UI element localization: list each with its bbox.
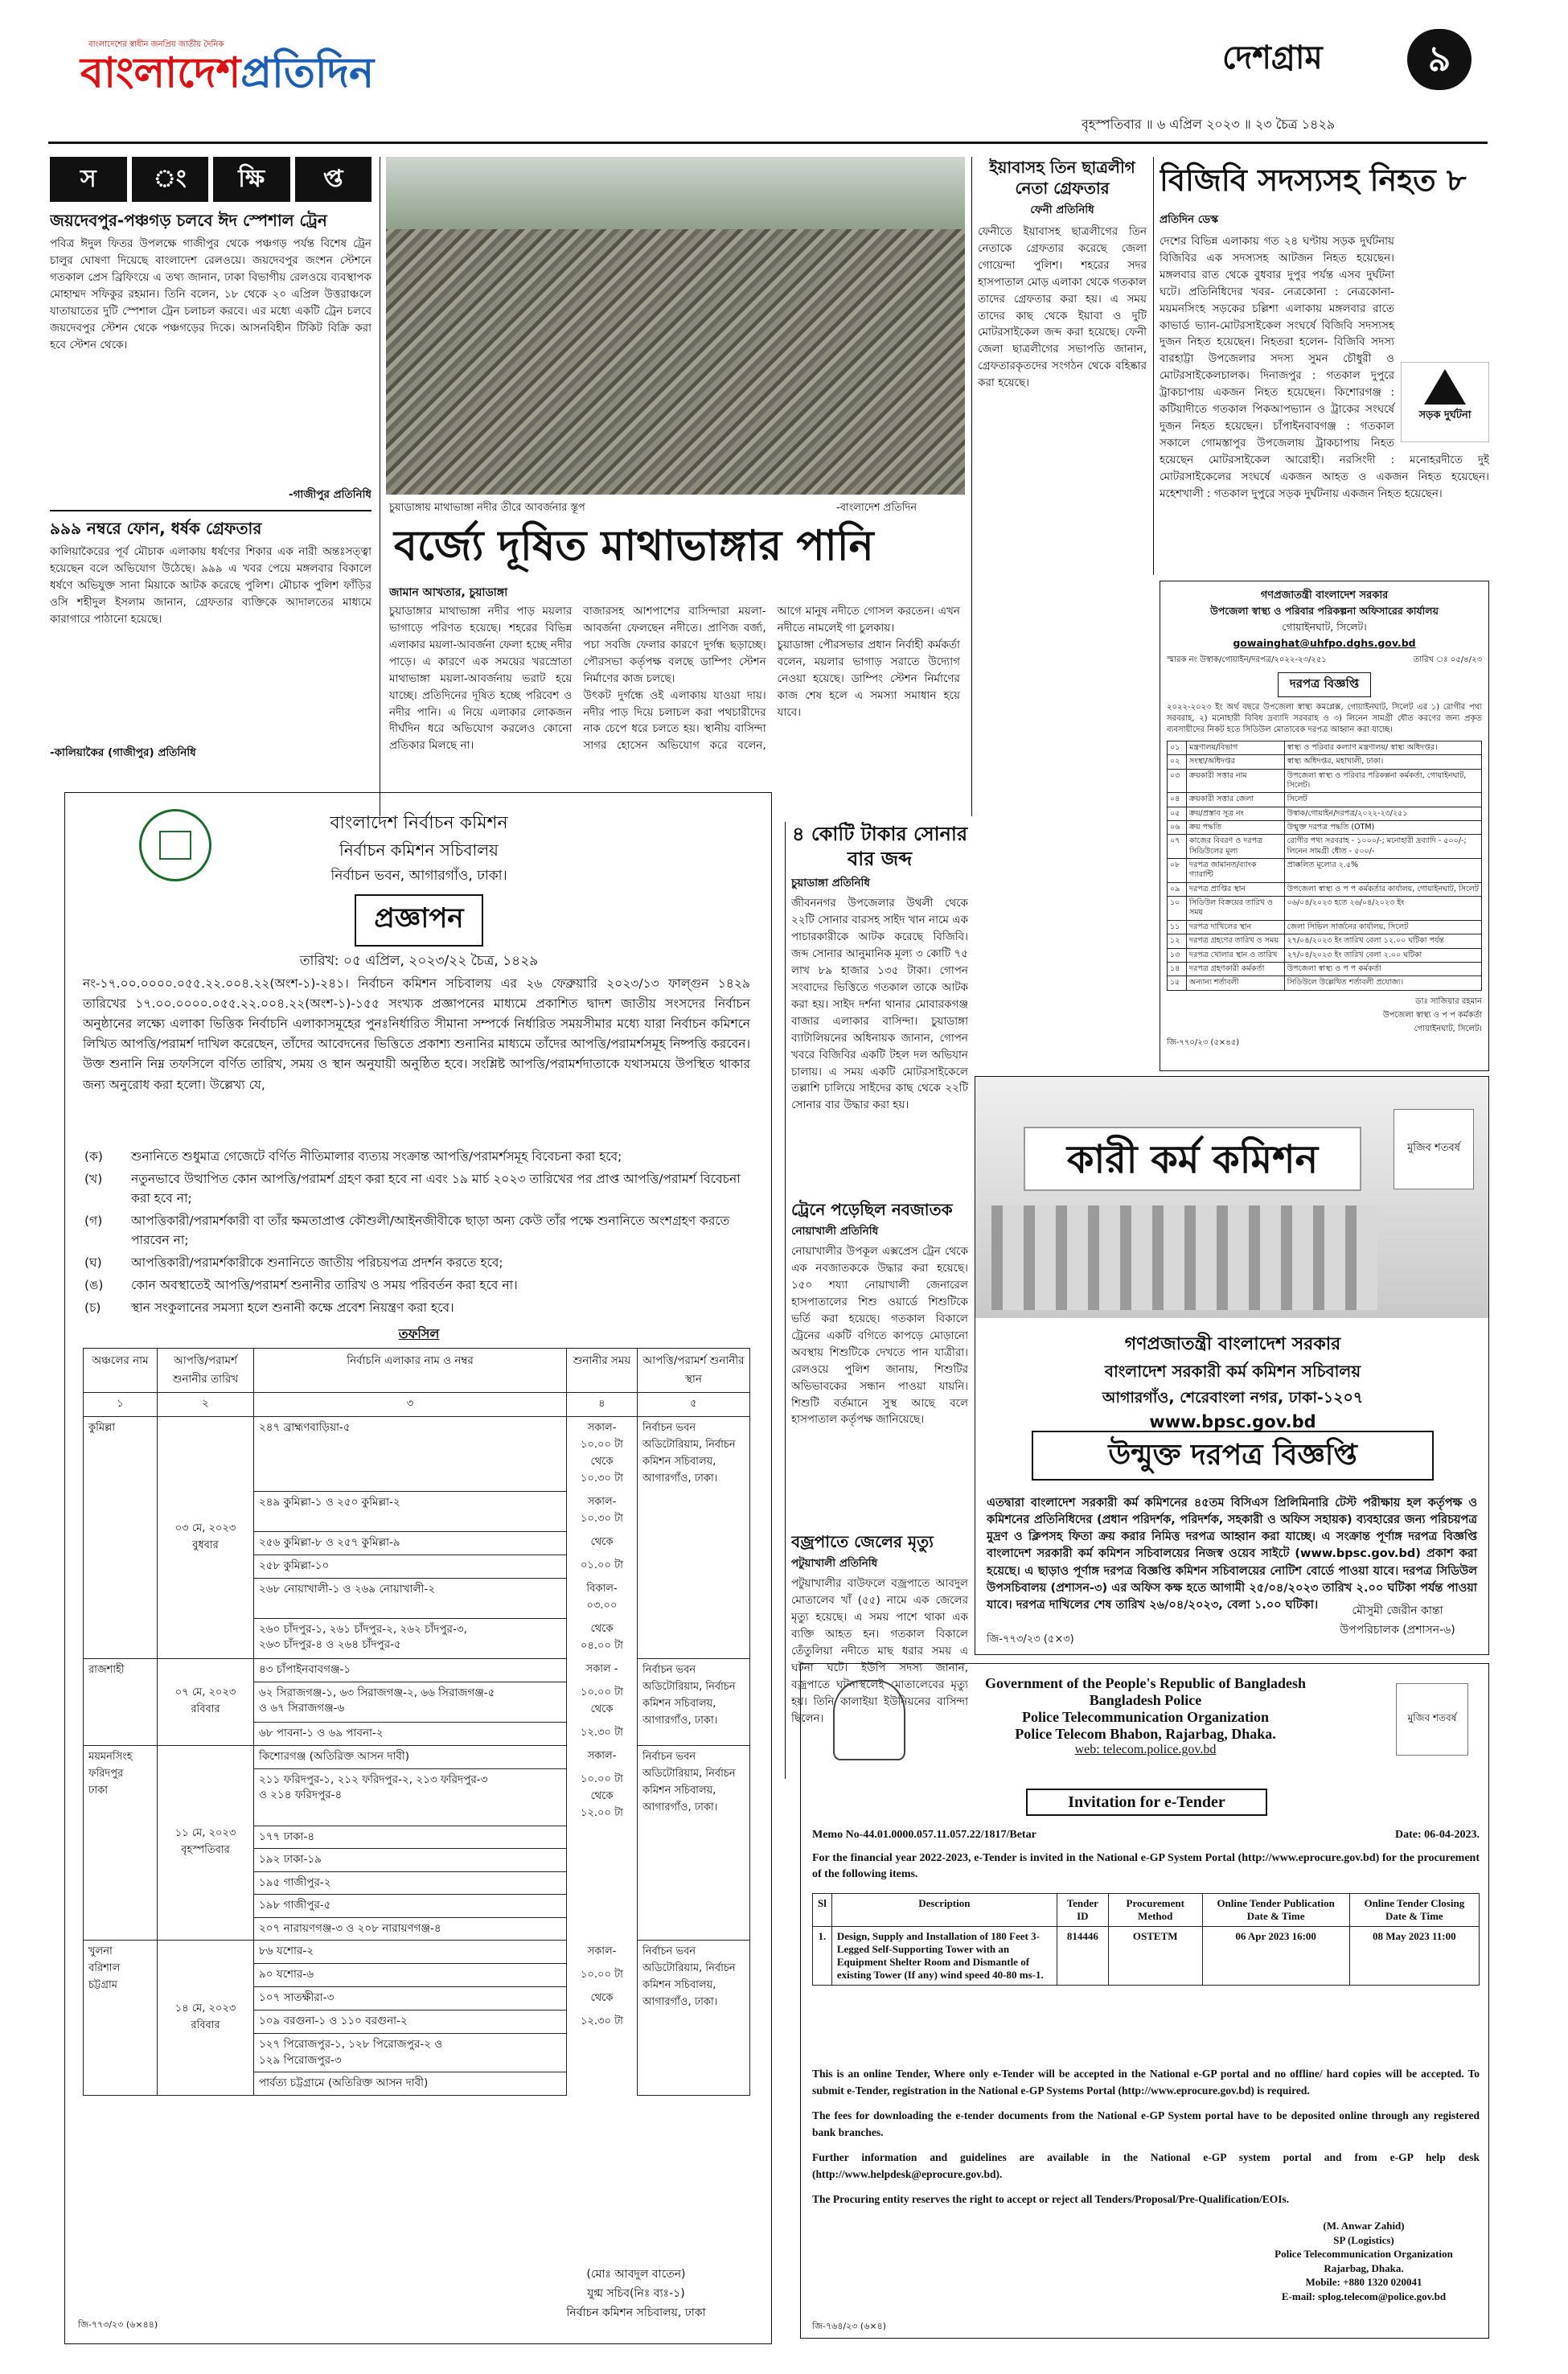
health-row-no: ০৪ <box>1168 793 1187 807</box>
ec-rule-text: কোন অবস্থাতেই আপত্তি/পরামর্শ শুনানীর তারিখ ও সময় পরিবর্তন করা হবে না। <box>131 1278 518 1293</box>
ec-rule-text: আপত্তিকারী/পরামর্শকারী বা তাঁর ক্ষমতাপ্রাপ্ত কৌশুলী/আইনজীবীকে ছাড়া অন্য কেউ তাঁর পক্ষে শুনানিতে অংশগ্রহণ করতে পারবেন না; <box>131 1214 730 1248</box>
ec-intro: নং-১৭.০০.০০০০.০৫৫.২২.০০৪.২২(অংশ-১)-২৪১। নির্বাচন কমিশন সচিবালয় এর ২৬ ফেব্রুয়ারি ২০২৩/১৩ ফাল্গুন ১৪২৯ তারিখের ১৭.০০.০০০০.০৫৫.২২.০০৪.২২(অংশ-১)-১৫৫ সংখ্যক প্রজ্ঞাপনের মাধ্যমে প্রকাশিত দ্বাদশ জাতীয় সংসদের নির্বাচন অনুষ্ঠানের লক্ষ্যে এলাকা ভিত্তিক নির্বাচনি এলাকাসমূহের পুনঃনির্ধারিত সীমানা সম্পর্কে নির্ধারিত সময়সীমার মধ্যে যারা নির্বাচন কমিশনে লিখিত আপত্তি/পরামর্শ দাখিল করেছেন, তাঁদের আবেদনের ভিত্তিতে প্রকাশ্য শুনানির মাধ্যমে তাঁদের আপত্তি/পরামর্শসমূহ নিষ্পত্তি করবেন। উক্ত শুনানি নিম্ন তফসিলে বর্ণিত তারিখ, সময় ও স্থান অনুযায়ী অনুষ্ঠিত হবে। সংশ্লিষ্ট আপত্তি/পরামর্শদাতাকে যথাসময়ে উপস্থিত থাকার জন্য অনুরোধ করা হলো। উল্লেখ্য যে, <box>83 976 750 1092</box>
police-code: জি-৭৬৪/২৩ (৬×৪) <box>812 2321 886 2331</box>
ec-time: থেকে <box>567 1531 638 1555</box>
train-byline: নোয়াখালী প্রতিনিধি <box>791 1225 879 1238</box>
ec-rule <box>84 1147 752 1166</box>
health-row-no: ০১ <box>1168 741 1187 755</box>
bpsc-address: আগারগাঁও, শেরেবাংলা নগর, ঢাকা-১২০৭ <box>1102 1389 1364 1407</box>
ec-time: ০১.০০ টা <box>567 1555 638 1578</box>
police-table-header: Tender ID <box>1057 1894 1108 1927</box>
lead-paragraph: চুয়াডাঙ্গার মাথাভাঙ্গা নদীর পাড় ময়লার ভাগাড়ে পরিণত হয়েছে। শহরের বিভিন্ন এলাকার ময়লা-আবর্জনা ফেলা হচ্ছে নদীর পাড়ে। এ কারণে এক সময়ের খরস্রোতা মাথাভাঙ্গা ময়লা-আবর্জনায় ভরাট হয়ে যাচ্ছে। প্রতিদিনের দূষিত হচ্ছে পরিবেশ ও নদীর পানি। এ নিয়ে এলাকার লোকজন দীর্ঘদিন ধরে অভিযোগ করলেও কোনো প্রতিকার মিলছে না। <box>389 605 573 753</box>
health-row-label: দরপত্র খোলার স্থান ও তারিখ <box>1187 948 1285 962</box>
gold-body: জীবননগর উপজেলার উথলী থেকে ২২টি সোনার বারসহ সাইদ খান নামে এক পাচারকারীকে আটক করেছে বিজিবি। জব্দ সোনার আনুমানিক মূল্য ৩ কোটি ৭৫ লাখ ৮৯ হাজার ১৩৫ টাকা। গোপন সংবাদের ভিত্তিতে গতকাল তাকে আটক করা হয়। সাইদ দর্শনা থানার মোবারকগঞ্জ বাজার এলাকার বাসিন্দা। চুয়াডাঙ্গা ব্যাটালিয়নের অধিনায়ক জানান, গোপন খবরে বিজিবির একটি টহল দল অভিযান চালায়। এ সময় একটি মোটরসাইকেলে তল্লাশি চালিয়ে সাইদের কাছ থেকে ২২টি সোনার বার উদ্ধার করা হয়। <box>791 897 968 1112</box>
police-org: Bangladesh Police <box>1089 1692 1202 1708</box>
brief-banner-letter: প্ত <box>295 157 372 202</box>
health-row-no: ১৩ <box>1168 948 1187 962</box>
train-body: নোয়াখালীর উপকূল এক্সপ্রেস ট্রেন থেকে এক নবজাতককে উদ্ধার করা হয়েছে। ১৫০ শয্যা নোয়াখালী জেনারেল হাসপাতালের শিশু ওয়ার্ডে শিশুটিকে ভর্তি করা হয়েছে। গতকাল বিকালে ট্রেনের একটি বগিতে কাপড়ে মোড়ানো অবস্থায় শিশুটিকে দেখতে পান যাত্রীরা। রেলওয়ে পুলিশ জানায়, শিশুটির অভিভাবকের সন্ধান পাওয়া যায়নি। শিশুটি বর্তমানে সুস্থ আছে বলে হাসপাতাল কর্তৃপক্ষ জানিয়েছে। <box>791 1245 968 1427</box>
health-org: গণপ্রজাতন্ত্রী বাংলাদেশ সরকার <box>1260 589 1389 602</box>
brief-divider <box>50 510 371 511</box>
ec-schedule-table <box>83 1348 750 2096</box>
bpsc-building-photo <box>975 1077 1489 1318</box>
ec-time: থেকে ০৪.০০ টা <box>567 1618 638 1658</box>
ec-table-colnum: ৪ <box>567 1393 638 1417</box>
health-row-value: ০৬/০৪/২০২৩ হতে ২৬/০৪/২০২৩ ইং <box>1284 897 1481 921</box>
ec-area: ৯০ যশোর-৬ <box>254 1964 567 1987</box>
health-row-value: প্রাক্কলিত মূল্যের ২.৫% <box>1284 859 1481 883</box>
chhatra-title: ইয়াবাসহ তিন ছাত্রলীগ নেতা গ্রেফতার <box>989 158 1135 198</box>
health-code: জি-৭৭০/২৩ (৫×৪৫) <box>1167 1037 1240 1047</box>
brief-banner <box>50 157 371 202</box>
table-row <box>1168 882 1482 896</box>
health-row-label: অন্যান্য শর্তাবলী <box>1187 976 1285 990</box>
police-table-cell: OSTETM <box>1108 1927 1202 1986</box>
lightning-title: বজ্রপাতে জেলের মৃত্যু <box>791 1532 934 1552</box>
table-row <box>84 1658 750 1682</box>
health-row-value: উপজেলা স্বাস্থ্য ও প প কর্মকর্তার কার্যালয়, গোয়াইনঘাট, সিলেট <box>1284 882 1481 896</box>
bgb-story <box>1160 157 1489 575</box>
table-row <box>84 1941 750 1964</box>
health-row-no: ০৩ <box>1168 769 1187 793</box>
ec-table-colnum: ১ <box>84 1393 158 1417</box>
health-row-label: কাজের বিবরণ ও দরপত্র সিডিউলের মূল্য <box>1187 835 1285 859</box>
health-row-label: দরপত্র প্রাপ্তির স্থান <box>1187 882 1285 896</box>
gold-title: ৪ কোটি টাকার সোনার বার জব্দ <box>791 823 968 871</box>
mujib-badge: মুজিব শতবর্ষ <box>1396 1683 1468 1756</box>
ec-date: ১১ মে, ২০২৩ বৃহস্পতিবার <box>158 1745 254 1941</box>
ec-table-colnum: ৫ <box>638 1393 750 1417</box>
police-para: Further information and guidelines are available in the National e-GP system portal and from e-GP help desk (http://www.helpdesk@eprocure.gov.bd). <box>812 2150 1480 2180</box>
photo-caption: চুয়াডাঙ্গায় মাথাভাঙ্গা নদীর তীরে আবর্জনার স্তূপ <box>389 502 585 514</box>
brief-item1-title: জয়দেবপুর-পঞ্চগড় চলবে ঈদ স্পেশাল ট্রেন <box>50 211 327 230</box>
brief-banner-letter: ক্ষি <box>213 157 290 202</box>
ec-time <box>567 1849 638 1872</box>
ec-table-colnum: ২ <box>158 1393 254 1417</box>
ec-date: তারিখ: ০৫ এপ্রিল, ২০২৩/২২ চৈত্র, ১৪২৯ <box>299 953 539 969</box>
masthead-logo <box>80 32 434 109</box>
ec-table-header: আপত্তি/পরামর্শ শুনানীর স্থান <box>638 1349 750 1393</box>
ec-area: পার্বত্য চট্টগ্রামে (অতিরিক্ত আসন দাবী) <box>254 2072 567 2096</box>
ec-time: সকাল- ১০.৩০ টা <box>567 1491 638 1531</box>
ec-area: কিশোরগঞ্জ (অতিরিক্ত আসন দাবী) <box>254 1745 567 1768</box>
bgb-title: বিজিবি সদস্যসহ নিহত ৮ <box>1160 162 1467 198</box>
police-table-cell: 814446 <box>1057 1927 1108 1986</box>
mujib-badge: মুজিব শতবর্ষ <box>1394 1109 1474 1189</box>
health-row-value: স্বাস্থ্য অধিদপ্তর, মহাখালী, ঢাকা। <box>1284 755 1481 769</box>
health-location: গোয়াইনঘাট, সিলেট। <box>1282 621 1367 633</box>
table-row <box>1168 976 1482 990</box>
logo-part-b: প্রতিদিন <box>240 49 375 97</box>
ec-area: ৪৩ চাঁপাইনবাবগঞ্জ-১ <box>254 1658 567 1682</box>
bpsc-body: এতদ্বারা বাংলাদেশ সরকারী কর্ম কমিশনের ৪৫তম বিসিএস প্রিলিমিনারি টেস্ট পরীক্ষায় হল কর্তৃপক্ষ ও কমিশনের প্রতিনিধিদের (প্রধান পরিদর্শক, পরিদর্শক, সহকারী ও অফিস সহায়ক) ব্যবহারের জন্য পরিচয়পত্র মুদ্রণ ও ক্লিপসহ ফিতা ক্রয় করার নিমিত্ত দরপত্র আহ্বান করা যাচ্ছে। এ সংক্রান্ত পূর্ণাঙ্গ দরপত্র বিজ্ঞপ্তি বাংলাদেশ সরকারী কর্ম কমিশন সচিবালয়ের নিজস্ব ওয়েব সাইটে (www.bpsc.gov.bd) প্রকাশ করা হয়েছে। এ ছাড়াও পূর্ণাঙ্গ দরপত্র বিজ্ঞপ্তি কমিশন সচিবালয়ের নোটিশ বোর্ডে পাওয়া যাবে। দরপত্র সিডিউল উপসচিবালয় (প্রশাসন-৩) এর অফিস কক্ষ হতে আগামী ২৫/০৪/২০২৩ তারিখ ২.০০ ঘটিকা পর্যন্ত পাওয়া যাবে। দরপত্র দাখিলের শেষ তারিখ ২৬/০৪/২০২৩, বেলা ১.০০ ঘটিকা। <box>987 1497 1477 1612</box>
ec-area: ২১১ ফরিদপুর-১, ২১২ ফরিদপুর-২, ২১৩ ফরিদপুর-৩ ও ২১৪ ফরিদপুর-৪ <box>254 1768 567 1826</box>
ec-rule-text: আপত্তিকারী/পরামর্শকারীকে শুনানিতে জাতীয় পরিচয়পত্র প্রদর্শন করতে হবে; <box>131 1255 503 1271</box>
ec-time <box>567 2034 638 2072</box>
health-row-label: ক্রয় পদ্ধতি <box>1187 821 1285 835</box>
brief-item2-body: কালিয়াকৈরের পূর্ব মৌচাক এলাকায় ধর্ষণের শিকার এক নারী অন্তঃসত্ত্বা হয়েছেন বলে অভিযোগ উঠেছে। ৯৯৯ এ খবর পেয়ে মঙ্গলবার বিকালে ধর্ষণে অভিযুক্ত সানা মিয়াকে আটক করেছে পুলিশ। মৌচাক পুলিশ ফাঁড়ির ওসি শহীদুল ইসলাম জানান, গ্রেফতার ব্যক্তিকে আদালতের মাধ্যমে কারাগারে পাঠানো হয়েছে। <box>50 544 371 626</box>
health-office: উপজেলা স্বাস্থ্য ও পরিবার পরিকল্পনা অফিসারের কার্যালয় <box>1210 605 1439 617</box>
ec-rule-text: শুনানিতে শুধুমাত্র গেজেটে বর্ণিত নীতিমালার ব্যত্যয় সংক্রান্ত আপত্তি/পরামর্শসমূহ বিবেচনা করা হবে; <box>131 1149 622 1164</box>
column-rule <box>971 157 972 816</box>
ec-table-header: আপত্তি/পরামর্শ শুনানীর তারিখ <box>158 1349 254 1393</box>
ec-title: প্রজ্ঞাপন <box>355 894 482 947</box>
police-table-header: Sl <box>813 1894 832 1927</box>
ec-date: ১৪ মে, ২০২৩ রবিবার <box>158 1941 254 2096</box>
police-date: Date: 06-04-2023. <box>1395 1829 1480 1841</box>
brief-item2-byline: -কালিয়াকৈর (গাজীপুর) প্রতিনিধি <box>50 745 196 759</box>
table-row <box>1168 962 1482 975</box>
ec-zone: ময়মনসিংহ ফরিদপুর ঢাকা <box>84 1745 158 1941</box>
ec-place: নির্বাচন ভবন অডিটোরিয়াম, নির্বাচন কমিশন সচিবালয়, আগারগাঁও, ঢাকা। <box>638 1745 750 1941</box>
police-tender-table <box>812 1893 1480 1986</box>
police-para: The Procuring entity reserves the right to accept or reject all Tenders/Proposal/Pre-Qualification/EOIs. <box>812 2192 1290 2205</box>
lead-byline: জামান আখতার, চুয়াডাঙ্গা <box>389 586 508 599</box>
police-gov: Government of the People's Republic of Bangladesh <box>985 1675 1306 1691</box>
health-row-no: ১২ <box>1168 934 1187 948</box>
section-name: দেশগ্রাম <box>1222 39 1323 76</box>
table-row <box>84 1745 750 1768</box>
ec-rule-text: স্থান সংকুলানের সমস্যা হলে শুনানী কক্ষে প্রবেশ নিয়ন্ত্রণ করা হবে। <box>131 1300 454 1316</box>
ec-area: ১০৭ সাতক্ষীরা-৩ <box>254 1987 567 2011</box>
ec-time <box>567 1871 638 1895</box>
ec-area: ২৫৬ কুমিল্লা-৮ ও ২৫৭ কুমিল্লা-৯ <box>254 1531 567 1555</box>
health-row-value: ২৭/০৪/২০২৩ ইং তারিখ বেলা ২.০০ ঘটিকা <box>1284 948 1481 962</box>
ec-rule-key: (খ) <box>84 1172 103 1187</box>
health-row-label: দরপত্র জামানত/ব্যাংক গ্যারান্টি <box>1187 859 1285 883</box>
ec-area: ২৬০ চাঁদপুর-১, ২৬১ চাঁদপুর-২, ২৬২ চাঁদপুর-৩, ২৬৩ চাঁদপুর-৪ ও ২৬৪ চাঁদপুর-৫ <box>254 1618 567 1658</box>
brief-item1-body: পবিত্র ঈদুল ফিতর উপলক্ষে গাজীপুর থেকে পঞ্চগড় পর্যন্ত বিশেষ ট্রেন চালুর ঘোষণা দিয়েছে বাংলাদেশ রেলওয়ে। জয়দেবপুর জংশন স্টেশনে গতকাল প্রেস ব্রিফিংয়ে এ তথ্য জানান, ঢাকা বিভাগীয় রেলওয়ে ব্যবস্থাপক মোহাম্মদ সফিকুর রহমান। তিনি বলেন, ১৮ থেকে ২০ এপ্রিল উত্তরাঞ্চলে যাতায়াতের দুটি স্পেশাল ট্রেন চলাচল করবে। এর মধ্যে একটি ট্রেন চলবে জয়দেবপুর স্টেশন থেকে পঞ্চগড়ের দিকে। আসনবিহীন টিকিট বিক্রি করা হবে স্টেশন থেকে। <box>50 237 371 351</box>
lead-paragraph: উৎকট দুর্গন্ধে ওই এলাকায় যাওয়া দায়। নদীর পাড় দিয়ে চলাচল করা পথচারীদের নাক চেপে ধরে চলতে হয়। স্থানীয় বাসিন্দা সাগর হোসেন অভিযোগ করে বলেন, আগে মানুষ নদীতে গোসল করতেন। এখন নদীতে নামলেই গা চুলকায়। <box>583 605 960 753</box>
ec-time: সকাল- <box>567 1941 638 1964</box>
ec-time: বিকাল- ০৩.০০ <box>567 1578 638 1618</box>
ec-area: ২৬৮ নোয়াখালী-১ ও ২৬৯ নোয়াখালী-২ <box>254 1578 567 1618</box>
ec-rule-key: (ঘ) <box>84 1255 102 1271</box>
health-row-no: ০৯ <box>1168 882 1187 896</box>
ec-secretariat: নির্বাচন কমিশন সচিবালয় <box>339 840 499 860</box>
ec-area: ২৪৭ ব্রাহ্মণবাড়িয়া-৫ <box>254 1417 567 1492</box>
health-row-value: ২৭/০৪/২০২৩ ইং তারিখ বেলা ১২.০০ ঘটিকা পর্যন্ত <box>1284 934 1481 948</box>
lightning-byline: পটুয়াখালী প্রতিনিধি <box>791 1557 878 1571</box>
police-address: Police Telecom Bhabon, Rajarbag, Dhaka. <box>1015 1726 1276 1742</box>
section-header <box>1222 32 1488 88</box>
police-table-header: Online Tender Closing Date & Time <box>1349 1894 1479 1927</box>
road-accident-sign <box>1401 362 1489 442</box>
health-row-label: ক্রয়কারী সত্তার জেলা <box>1187 793 1285 807</box>
table-row <box>1168 769 1482 793</box>
health-row-label: সিডিউল বিক্রয়ের তারিখ ও সময় <box>1187 897 1285 921</box>
ec-table-colnum: ৩ <box>254 1393 567 1417</box>
brief-banner-letter: ং <box>132 157 209 202</box>
health-row-label: দরপত্র গ্রহণের তারিখ ও সময় <box>1187 934 1285 948</box>
ec-schedule-title: তফসিল <box>398 1326 440 1341</box>
health-intro: ২০২২-২০২৩ ইং অর্থ বছরে উপজেলা স্বাস্থ্য কমপ্লেক্স, গোয়াইনঘাট, সিলেট এর ১) রোগীর পথ্য সরবরাহ, ২) মনোহারী বিবিধ দ্রব্যাদি সরবরাহ ও ৩) লিনেন সামগ্রী ধৌত করণের জন্য প্রকৃত ব্যবসায়ীদের নিকট হতে সিডিউল মোতাবেক দরপত্র আহ্বান করা যাচ্ছে। <box>1167 703 1482 734</box>
ec-zone: কুমিল্লা <box>84 1417 158 1659</box>
lead-headline: বর্জ্যে দূষিত মাথাভাঙ্গার পানি <box>394 522 874 570</box>
health-title: দরপত্র বিজ্ঞপ্তি <box>1278 672 1371 697</box>
ec-table-header: নির্বাচনি এলাকার নাম ও নম্বর <box>254 1349 567 1393</box>
police-table-cell: 08 May 2023 11:00 <box>1349 1927 1479 1986</box>
ec-area: ১৭৭ ঢাকা-৪ <box>254 1826 567 1849</box>
ec-area: ২৪৯ কুমিল্লা-১ ও ২৫০ কুমিল্লা-২ <box>254 1491 567 1531</box>
ec-time: সকাল- ১০.০০ টা থেকে ১০.৩০ টা <box>567 1417 638 1492</box>
table-row <box>1168 793 1482 807</box>
column-rule <box>1153 157 1154 575</box>
health-row-no: ০৬ <box>1168 821 1187 835</box>
ec-area: ১৯২ ঢাকা-১৯ <box>254 1849 567 1872</box>
health-row-label: দরপত্র দাখিলের স্থান <box>1187 920 1285 934</box>
ec-rule <box>84 1298 752 1317</box>
ec-time <box>567 1895 638 1918</box>
police-signature: (M. Anwar Zahid) SP (Logistics) Police Telecommunication Organization Rajarbag, Dhaka. Mobile: +880 1320 020041 E-mail: splog.telecom@police.gov.bd <box>1275 2220 1453 2302</box>
ec-place: নির্বাচন ভবন অডিটোরিয়াম, নির্বাচন কমিশন সচিবালয়, আগারগাঁও, ঢাকা। <box>638 1658 750 1745</box>
masthead-tagline: বাংলাদেশের স্বাধীন জনপ্রিয় জাতীয় দৈনিক <box>88 40 224 49</box>
lead-paragraph: বাজারসহ আশপাশের বাসিন্দারা ময়লা-আবর্জনা ফেলছেন নদীতে। প্রাণিজ বর্জ্য, পচা সবজি ফেলার কারণে দুর্গন্ধ ছড়াচ্ছে। পৌরসভা কর্তৃপক্ষ বলছে ডাম্পিং স্টেশন নির্মাণের কাজ চলছে। <box>583 605 766 685</box>
ec-rule <box>84 1211 752 1250</box>
ec-date: ০৩ মে, ২০২৩ বুধবার <box>158 1417 254 1659</box>
garbage-riverbank-photo <box>386 157 965 495</box>
bgb-byline: প্রতিদিন ডেস্ক <box>1160 213 1218 226</box>
police-title: Invitation for e-Tender <box>1026 1789 1267 1816</box>
ec-zone: খুলনা বরিশাল চট্টগ্রাম <box>84 1941 158 2096</box>
health-row-value: সিডিউলে উল্লেখিত শর্তাবলী প্রযোজ্য। <box>1284 976 1481 990</box>
health-row-no: ১৪ <box>1168 962 1187 975</box>
table-row <box>84 1417 750 1492</box>
health-signature: ডাঃ সাজিয়ার রহমান উপজেলা স্বাস্থ্য ও প প কর্মকর্তা গোয়াইনঘাট, সিলেট। <box>1382 996 1482 1033</box>
police-para: The fees for downloading the e-tender documents from the National e-GP System portal have to be deposited online through any registered bank branches. <box>812 2109 1480 2138</box>
health-row-no: ০২ <box>1168 755 1187 769</box>
ec-code: জি-৭৭৩/২৩ (৬×৪৪) <box>78 2319 158 2330</box>
brief-banner-letter: স <box>50 157 127 202</box>
table-row <box>1168 859 1482 883</box>
ec-place: নির্বাচন ভবন অডিটোরিয়াম, নির্বাচন কমিশন সচিবালয়, আগারগাঁও, ঢাকা। <box>638 1417 750 1659</box>
ec-rule <box>84 1169 752 1208</box>
health-row-label: মন্ত্রণালয়/বিভাগ <box>1187 741 1285 755</box>
health-table <box>1167 741 1482 991</box>
health-row-value: সিলেট <box>1284 793 1481 807</box>
ec-place: নির্বাচন ভবন অডিটোরিয়াম, নির্বাচন কমিশন সচিবালয়, আগারগাঁও, ঢাকা। <box>638 1941 750 2096</box>
ec-rules <box>84 1147 752 1320</box>
table-row <box>1168 897 1482 921</box>
health-date: তারিখ ঃ ০৫/৪/২৩ <box>1413 655 1482 664</box>
health-row-no: ১৫ <box>1168 976 1187 990</box>
ec-time: থেকে <box>567 1987 638 2011</box>
health-row-value: স্বাস্থ্য ও পরিবার কল্যাণ মন্ত্রণালয়/ স্বাস্থ্য অধিদপ্তর। <box>1284 741 1481 755</box>
ec-zone: রাজশাহী <box>84 1658 158 1745</box>
health-email: gowainghat@uhfpo.dghs.gov.bd <box>1233 637 1416 649</box>
table-row <box>1168 920 1482 934</box>
page-number: ৯ <box>1407 29 1472 90</box>
police-table-cell: 06 Apr 2023 16:00 <box>1202 1927 1349 1986</box>
bpsc-sign-text: কারী কর্ম কমিশন <box>1024 1127 1361 1191</box>
bgb-body: দেশের বিভিন্ন এলাকায় গত ২৪ ঘণ্টায় সড়ক দুর্ঘটনায় বিজিবির এক সদস্যসহ আটজন নিহত হয়েছেন। মঙ্গলবার রাত থেকে বুধবার দুপুর পর্যন্ত এসব দুর্ঘটনা ঘটে। প্রতিনিধিদের খবর- নেত্রকোনা : নেত্রকোনা-ময়মনসিংহ সড়কের চল্লিশা এলাকায় মঙ্গলবার রাতে কাভার্ড ভ্যান-মোটরসাইকেল সংঘর্ষে বিজিবি সদস্যসহ দুজন নিহত হয়েছেন। নিহতরা হলেন- বিজিবি সদস্য বারহাট্টা উপজেলার সদস্য সুমন চৌধুরী ও মোটরসাইকেলচালক। দিনাজপুর : গতকাল দুপুরে ট্রাকচাপায় একজন নিহত হয়েছেন। কিশোরগঞ্জ : কটিয়াদীতে গতকাল পিকআপভ্যান ও ট্রাকের সংঘর্ষে দুজন নিহত হয়েছেন। চাঁপাইনবাবগঞ্জ : গতকাল সকালে গোমস্তাপুর উপজেলায় ট্রাকচাপায় নিহত হয়েছেন মোটরসাইকেল আরোহী। নরসিংদী : মনোহরদীতে দুই মোটরসাইকেলের সংঘর্ষে একজন আহত ও একজন নিহত হয়েছেন। মহেশখালী : গতকাল দুপুরে সড়ক দুর্ঘটনায় একজন নিহত হয়েছেন। <box>1160 234 1489 500</box>
photo-credit: -বাংলাদেশ প্রতিদিন <box>836 502 917 514</box>
health-row-value: উস্বাক/গোয়াইন/দরপত্র/২০২২-২৩/২৫১ <box>1284 807 1481 820</box>
ec-rule-key: (ক) <box>84 1149 103 1164</box>
ec-time: ১২.৩০ টা <box>567 2011 638 2034</box>
ec-rule <box>84 1253 752 1272</box>
police-table-header: Procurement Method <box>1108 1894 1202 1927</box>
ec-address: নির্বাচন ভবন, আগারগাঁও, ঢাকা। <box>330 868 507 884</box>
chhatra-body: ফেনীতে ইয়াবাসহ ছাত্রলীগের তিন নেতাকে গ্রেফতার করেছে জেলা গোয়েন্দা পুলিশ। শহরের সদর হাসপাতাল মোড় এলাকা থেকে গতকাল তাদের গ্রেফতার করা হয়। এ সময় তাদের কাছ থেকে ইয়াবা ও দুটি মোটরসাইকেল জব্দ করা হয়েছে। ফেনী জেলা ছাত্রলীগের সভাপতি জানান, গ্রেফতারকৃতদের সংগঠন থেকে বহিষ্কার করা হয়েছে। <box>978 224 1147 390</box>
table-row <box>1168 948 1482 962</box>
police-table-cell: 1. <box>813 1927 832 1986</box>
health-row-label: ক্রয়/প্রস্তাব সূত্র নং <box>1187 807 1285 820</box>
police-table-header: Online Tender Publication Date & Time <box>1202 1894 1349 1927</box>
ec-rule-text: নতুনভাবে উত্থাপিত কোন আপত্তি/পরামর্শ গ্রহণ করা হবে না এবং ১৯ মার্চ ২০২৩ তারিখের পর প্রাপ্ত আপত্তি/পরামর্শ বিবেচনা করা হবে না; <box>131 1172 741 1206</box>
issue-date: বৃহস্পতিবার ॥ ৬ এপ্রিল ২০২৩ ॥ ২৩ চৈত্র ১৪২৯ <box>1082 117 1336 132</box>
ec-time <box>567 1826 638 1849</box>
police-table-cell: Design, Supply and Installation of 180 Feet 3-Legged Self-Supporting Tower with an Equipment Shelter Room and Dismantle of existing Tower (If any) wind speed 40-80 ms-1. <box>831 1927 1057 1986</box>
bpsc-gov: গণপ্রজাতন্ত্রী বাংলাদেশ সরকার <box>1124 1334 1341 1354</box>
health-row-no: ০৫ <box>1168 807 1187 820</box>
bpsc-signature: মৌসুমী জেরীন কান্তা উপপরিচালক (প্রশাসন-৬) <box>1340 1604 1455 1637</box>
ec-date: ০৭ মে, ২০২৩ রবিবার <box>158 1658 254 1745</box>
health-row-no: ১০ <box>1168 897 1187 921</box>
ec-org: বাংলাদেশ নির্বাচন কমিশন <box>330 813 508 833</box>
table-row <box>1168 835 1482 859</box>
health-row-label: সংস্থা/অধিদপ্তর <box>1187 755 1285 769</box>
ec-time: ১২.৩০ টা <box>567 1722 638 1745</box>
lead-body <box>389 603 960 820</box>
police-table-header: Description <box>831 1894 1057 1927</box>
police-unit: Police Telecommunication Organization <box>1022 1709 1269 1725</box>
bpsc-code: জি-৭৭৩/২৩ (৫×৩) <box>987 1633 1074 1645</box>
masthead-rule <box>48 142 1488 144</box>
photo-sky <box>386 157 965 229</box>
police-para: This is an online Tender, Where only e-Tender will be accepted in the National e-GP portal and no offline/ hard copies will be accepted. To submit e-Tender, registration in the National e-GP Systems Portal (http://www.eprocure.gov.bd) is required. <box>812 2068 1480 2097</box>
column-rule <box>785 822 786 1779</box>
bpsc-tender-ad <box>975 1076 1489 1655</box>
ec-area: ৮৬ যশোর-২ <box>254 1941 567 1964</box>
ec-time: সকাল- <box>567 1745 638 1768</box>
brief-item2-title: ৯৯৯ নম্বরে ফোন, ধর্ষক গ্রেফতার <box>50 518 262 538</box>
ec-area: ২০৭ নারায়ণগঞ্জ-৩ ও ২০৮ নারায়ণগঞ্জ-৪ <box>254 1917 567 1941</box>
ec-time: সকাল - <box>567 1658 638 1682</box>
ec-rule <box>84 1275 752 1295</box>
table-row <box>1168 807 1482 820</box>
chhatra-story <box>978 157 1147 820</box>
election-commission-notice <box>64 792 772 2344</box>
road-accident-label: সড়ক দুর্ঘটনা <box>1418 409 1472 421</box>
lightning-body: পটুয়াখালীর বাউফলে বজ্রপাতে আবদুল মোতালেব খাঁ (৫৫) নামে এক জেলের মৃত্যু হয়েছে। এ সময় পাশে থাকা এক ব্যক্তি আহত হন। গতকাল বিকালে তেঁতুলিয়া নদীতে মাছ ধরার সময় এ ঘটনা ঘটে। ইউপি সদস্য জানান, বজ্রপাতে ঘটনাস্থলেই মোতালেবের মৃত্যু হয়। তিনি কালাইয়া ইউনিয়নের বাসিন্দা ছিলেন। <box>791 1577 968 1725</box>
chhatra-byline: ফেনী প্রতিনিধি <box>1030 203 1094 216</box>
ec-time: ১০.০০ টা <box>567 1964 638 1987</box>
ec-area: ১৯৫ গাজীপুর-২ <box>254 1871 567 1895</box>
ec-time: ১০.০০ টা থেকে ১২.০০ টা <box>567 1768 638 1826</box>
ec-area: ১০৯ বরগুনা-১ ও ১১০ বরগুনা-২ <box>254 2011 567 2034</box>
health-tender-ad <box>1160 581 1489 1071</box>
police-intro: For the financial year 2022-2023, e-Tender is invited in the National e-GP System Portal (http://www.eprocure.gov.bd) for the procurement of the following items. <box>812 1852 1480 1880</box>
ec-rule-key: (চ) <box>84 1300 101 1316</box>
health-row-label: ক্রয়কারী সত্তার নাম <box>1187 769 1285 793</box>
brief-item1-byline: -গাজীপুর প্রতিনিধি <box>288 488 371 501</box>
table-row <box>1168 934 1482 948</box>
table-row <box>1168 755 1482 769</box>
train-title: ট্রেনে পড়েছিল নবজাতক <box>791 1200 953 1220</box>
ec-signature: (মোঃ আবদুল বাতেন) যুগ্ম সচিব(নিঃ ব্যঃ-১) নির্বাচন কমিশন সচিবালয়, ঢাকা <box>566 2268 706 2319</box>
ec-area: ২৫৮ কুমিল্লা-১০ <box>254 1555 567 1578</box>
ec-time: ১০.০০ টা থেকে <box>567 1682 638 1722</box>
bpsc-website: www.bpsc.gov.bd <box>1149 1412 1316 1431</box>
side-news-column <box>791 822 968 1779</box>
ec-rule-key: (গ) <box>84 1214 103 1229</box>
ec-table-header: শুনানীর সময় <box>567 1349 638 1393</box>
health-row-no: ১১ <box>1168 920 1187 934</box>
police-web: web: telecom.police.gov.bd <box>1074 1743 1217 1756</box>
health-memo: স্মারক নং উস্বাক/গোয়াইন/দরপত্র/২০২২-২৩/২৫১ <box>1167 655 1327 664</box>
ec-table-header: অঞ্চলের নাম <box>84 1349 158 1393</box>
bpsc-facade <box>991 1205 1377 1310</box>
ec-area: ১৯৮ গাজীপুর-৫ <box>254 1895 567 1918</box>
health-row-label: দরপত্র গ্রহণকারী কর্মকর্তা <box>1187 962 1285 975</box>
logo-part-a: বাংলাদেশ <box>80 49 241 97</box>
health-row-value: উন্মুক্ত দরপত্র পদ্ধতি (OTM) <box>1284 821 1481 835</box>
health-row-value: উপজেলা স্বাস্থ্য ও পরিবার পরিকল্পনা কর্মকর্তা, গোয়াইনঘাট, সিলেট। <box>1284 769 1481 793</box>
ec-area: ১২৭ পিরোজপুর-১, ১২৮ পিরোজপুর-২ ও ১২৯ পিরোজপুর-৩ <box>254 2034 567 2072</box>
health-row-value: রোগীর পথ্য সরবরাহ - ১০০০/-; মনোহারী দ্রব্যাদি - ৫০০/-; লিনেন সামগ্রী ধৌত - ৫০০/- <box>1284 835 1481 859</box>
health-row-value: জেলা সিভিল সার্জনের কার্যালয়, সিলেট <box>1284 920 1481 934</box>
warning-triangle-icon <box>1424 369 1466 405</box>
ec-rule-key: (ঙ) <box>84 1278 104 1293</box>
ec-area: ৬২ সিরাজগঞ্জ-১, ৬৩ সিরাজগঞ্জ-২, ৬৬ সিরাজগঞ্জ-৫ ও ৬৭ সিরাজগঞ্জ-৬ <box>254 1682 567 1722</box>
table-row <box>1168 741 1482 755</box>
ec-area: ৬৮ পাবনা-১ ও ৬৯ পাবনা-২ <box>254 1722 567 1745</box>
police-memo: Memo No-44.01.0000.057.11.057.22/1817/Betar <box>812 1829 1036 1841</box>
ec-time <box>567 1917 638 1941</box>
bpsc-org: বাংলাদেশ সরকারী কর্ম কমিশন সচিবালয় <box>1104 1362 1361 1381</box>
health-row-no: ০৭ <box>1168 835 1187 859</box>
lead-paragraph: চুয়াডাঙ্গা পৌরসভার প্রধান নির্বাহী কর্মকর্তা বলেন, ময়লার ভাগাড় সরাতে উদ্যোগ নেওয়া হয়েছে। ডাম্পিং স্টেশন নির্মাণের কাজ শেষ হলে এ সমস্যা সমাধান হয়ে যাবে। <box>777 638 960 719</box>
health-row-value: উপজেলা স্বাস্থ্য ও প প কর্মকর্তা <box>1284 962 1481 975</box>
health-row-no: ০৮ <box>1168 859 1187 883</box>
police-etender-ad <box>800 1663 1489 2339</box>
brief-column <box>50 157 371 832</box>
bpsc-title: উন্মুক্ত দরপত্র বিজ্ঞপ্তি <box>1032 1431 1434 1481</box>
table-row <box>1168 821 1482 835</box>
gold-byline: চুয়াডাঙ্গা প্রতিনিধি <box>791 877 870 890</box>
ec-time <box>567 2072 638 2096</box>
